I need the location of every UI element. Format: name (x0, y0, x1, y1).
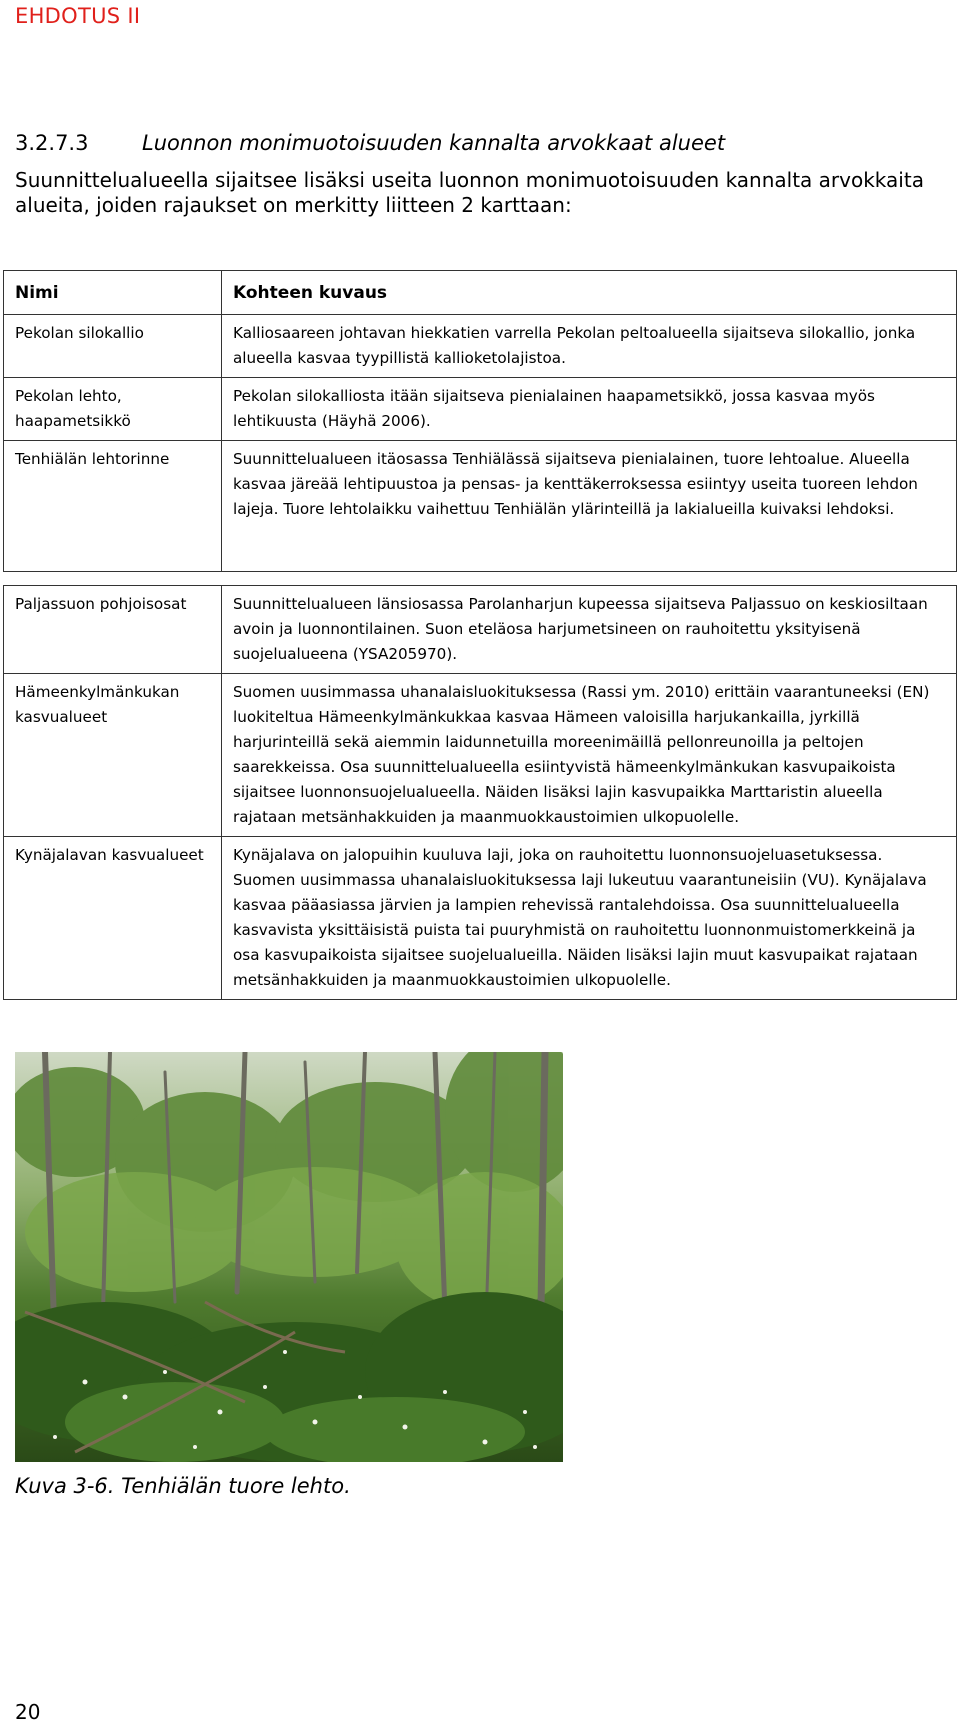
row-name: Paljassuon pohjoisosat (4, 586, 222, 674)
figure-caption: Kuva 3-6. Tenhiälän tuore lehto. (15, 1474, 351, 1498)
forest-photo (15, 1052, 563, 1462)
features-table-part-2 (3, 585, 957, 1000)
row-description: Pekolan silokalliosta itään sijaitseva pienialainen haapametsikkö, jossa kasvaa myös lehtikuusta (Häyhä 2006). (222, 378, 957, 441)
features-table-part-1 (3, 270, 957, 572)
row-name: Tenhiälän lehtorinne (4, 441, 222, 572)
row-name: Pekolan lehto, haapametsikkö (4, 378, 222, 441)
table-row (4, 315, 957, 378)
section-number: 3.2.7.3 (15, 131, 89, 155)
row-name: Pekolan silokallio (4, 315, 222, 378)
row-description: Suomen uusimmassa uhanalaisluokituksessa (Rassi ym. 2010) erittäin vaarantuneeksi (EN) luokiteltua Hämeenkylmänkukkaa kasvaa Hämeen valoisilla harjukankailla, jyrkillä harjurinteillä sekä aiemmin laidunnetuilla moreenimäillä pellonreunoilla ja peltojen saarekkeissa. Osa suunnittelualueella esiintyvistä hämeenkylmänkukan kasvupaikoista sijaitsee luonnonsuojelualueella. Näiden lisäksi lajin kasvupaikka Marttaristin alueella rajataan metsänhakkuiden ja maanmuokkaustoimien ulkopuolelle. (222, 674, 957, 837)
row-name: Hämeenkylmänkukan kasvualueet (4, 674, 222, 837)
row-name: Kynäjalavan kasvualueet (4, 837, 222, 1000)
table-row (4, 378, 957, 441)
table-row (4, 441, 957, 572)
row-description: Suunnittelualueen itäosassa Tenhiälässä sijaitseva pienialainen, tuore lehtoalue. Alueella kasvaa järeää lehtipuustoa ja pensas- ja kenttäkerroksessa esiintyy useita tuoreen lehdon lajeja. Tuore lehtolaikku vaihettuu Tenhiälän ylärinteillä ja lakialueilla kuivaksi lehdoksi. (222, 441, 957, 572)
page-number: 20 (15, 1700, 41, 1724)
column-header-name: Nimi (4, 271, 222, 315)
intro-paragraph: Suunnittelualueella sijaitsee lisäksi useita luonnon monimuotoisuuden kannalta arvokkaita alueita, joiden rajaukset on merkitty liitteen 2 karttaan: (15, 168, 924, 217)
table-header-row (4, 271, 957, 315)
row-description: Kynäjalava on jalopuihin kuuluva laji, joka on rauhoitettu luonnonsuojeluasetuksessa. Suomen uusimmassa uhanalaisluokituksessa laji lukeutuu vaarantuneisiin (VU). Kynäjalava kasvaa pääasiassa järvien ja lampien rehevissä rantalehdoissa. Osa suunnittelualueella kasvavista yksittäisistä puista tai puuryhmistä on rauhoitettu luonnonmuistomerkkeinä ja osa kasvupaikoista sijaitsee suojelualueilla. Näiden lisäksi lajin muut kasvupaikat rajataan metsänhakkuiden ja maanmuokkaustoimien ulkopuolelle. (222, 837, 957, 1000)
draft-label: EHDOTUS II (15, 4, 141, 28)
table-row (4, 586, 957, 674)
row-description: Suunnittelualueen länsiosassa Parolanharjun kupeessa sijaitseva Paljassuo on keskiosiltaan avoin ja luonnontilainen. Suon eteläosa harjumetsineen on rauhoitettu yksityisenä suojelualueena (YSA205970). (222, 586, 957, 674)
section-heading (15, 131, 725, 155)
table-row (4, 837, 957, 1000)
table-row (4, 674, 957, 837)
section-title: Luonnon monimuotoisuuden kannalta arvokkaat alueet (142, 131, 726, 155)
column-header-description: Kohteen kuvaus (222, 271, 957, 315)
row-description: Kalliosaareen johtavan hiekkatien varrella Pekolan peltoalueella sijaitseva silokallio, jonka alueella kasvaa tyypillistä kallioketolajistoa. (222, 315, 957, 378)
